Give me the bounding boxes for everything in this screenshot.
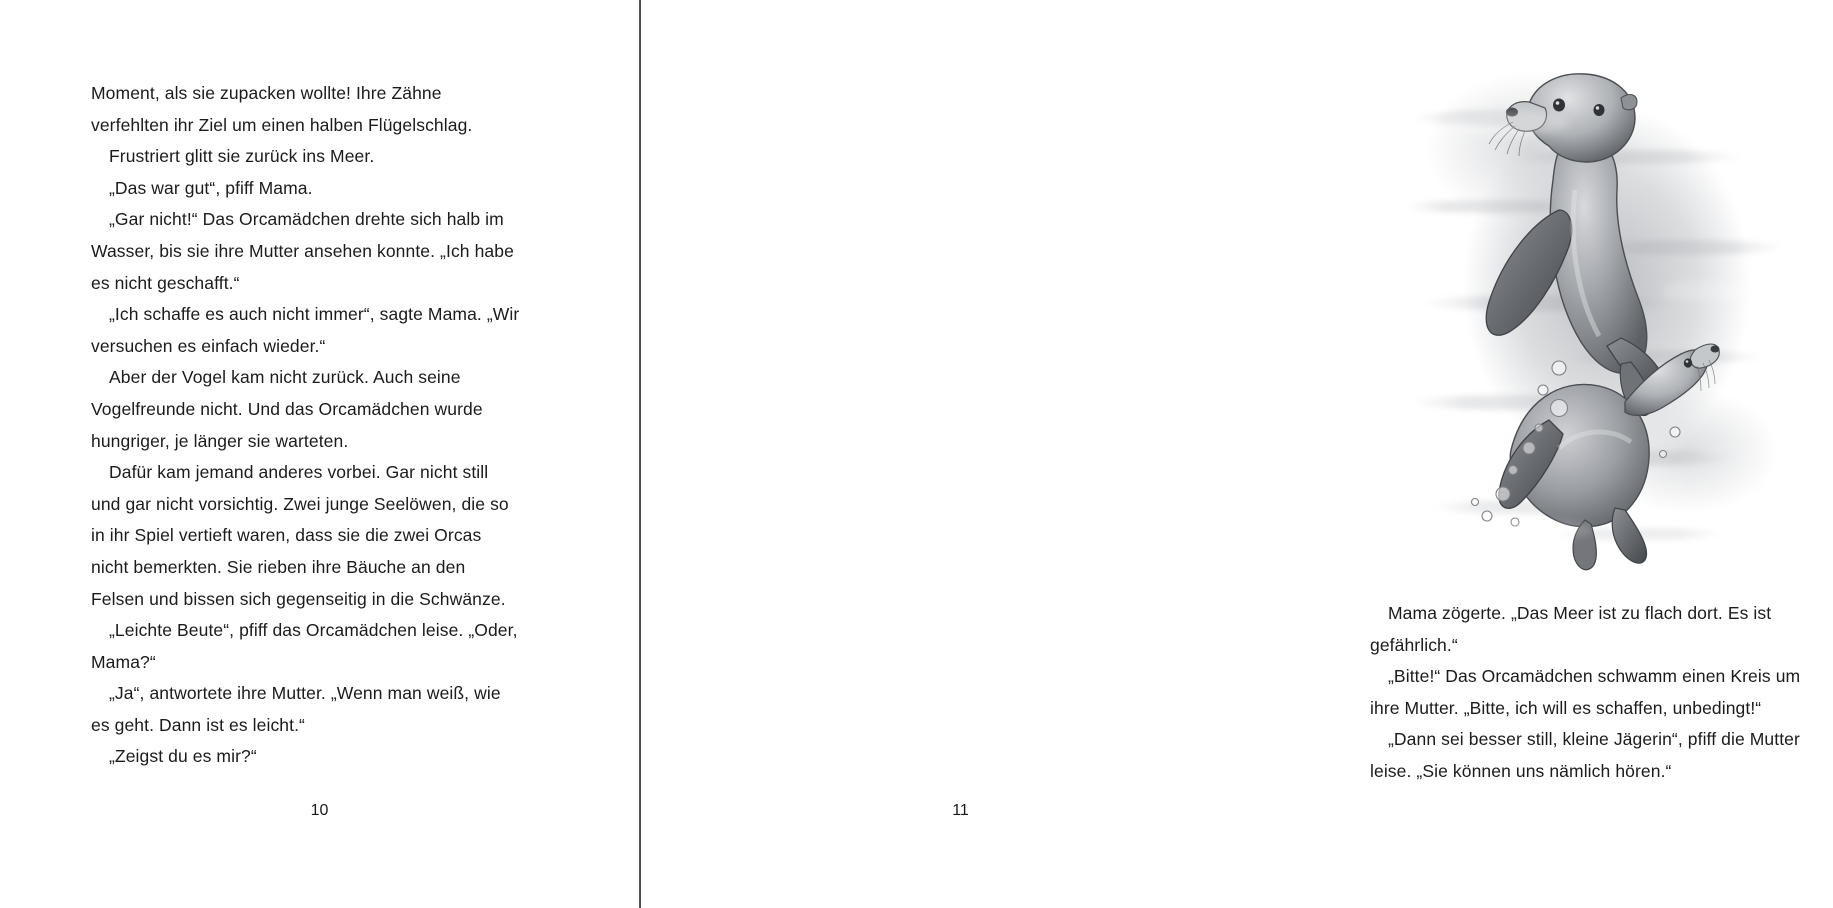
paragraph: Aber der Vogel kam nicht zurück. Auch seine Vogelfreunde nicht. Und das Orcamädchen wurde hungriger, je länger sie warteten. — [91, 367, 483, 451]
paragraph: „Ja“, antwortete ihre Mutter. „Wenn man weiß, wie es geht. Dann ist es leicht.“ — [91, 683, 501, 735]
paragraph: „Bitte!“ Das Orcamädchen schwamm einen Kreis um ihre Mutter. „Bitte, ich will es schaffen, unbedingt!“ — [1370, 666, 1801, 718]
water-light-spot — [1483, 520, 1593, 540]
paragraph: „Das war gut“, pfiff Mama. — [109, 177, 313, 198]
page-number-right: 11 — [952, 802, 969, 819]
sea-lions-illustration — [1363, 50, 1833, 570]
paragraph: Moment, als sie zupacken wollte! Ihre Zähne verfehlten ihr Ziel um einen halben Flügelschlag. — [91, 83, 473, 135]
water-light-spot — [1449, 110, 1569, 136]
right-page — [640, 0, 1801, 908]
paragraph: Frustriert glitt sie zurück ins Meer. — [109, 146, 375, 167]
paragraph: „Gar nicht!“ Das Orcamädchen drehte sich halb im Wasser, bis sie ihre Mutter ansehen konnte. „Ich habe es nicht geschafft.“ — [91, 209, 514, 293]
paragraph: Mama zögerte. „Das Meer ist zu flach dort. Es ist gefährlich.“ — [1370, 603, 1772, 655]
paragraph: Dafür kam jemand anderes vorbei. Gar nicht still und gar nicht vorsichtig. Zwei junge Seelöwen, die so in ihr Spiel vertieft waren, dass sie die zwei Orcas nicht bemerkten. Sie rieben ihre Bäuche an den Felsen und bissen sich gegenseitig in die Schwänze. — [91, 462, 509, 609]
right-page-body-text — [1370, 598, 1822, 788]
paragraph: „Ich schaffe es auch nicht immer“, sagte Mama. „Wir versuchen es einfach wieder.“ — [91, 304, 520, 356]
gutter-rule — [639, 0, 640, 908]
left-page — [0, 0, 640, 908]
left-page-body-text — [91, 78, 521, 773]
paragraph: „Leichte Beute“, pfiff das Orcamädchen leise. „Oder, Mama?“ — [91, 620, 518, 672]
page-number-left: 10 — [310, 802, 329, 819]
paragraph: „Dann sei besser still, kleine Jägerin“, pfiff die Mutter leise. „Sie können uns nämlich hören.“ — [1370, 729, 1800, 781]
paragraph: „Zeigst du es mir?“ — [109, 746, 257, 767]
water-light-spot — [1663, 280, 1753, 302]
sea-lions-drawing — [1363, 50, 1833, 570]
